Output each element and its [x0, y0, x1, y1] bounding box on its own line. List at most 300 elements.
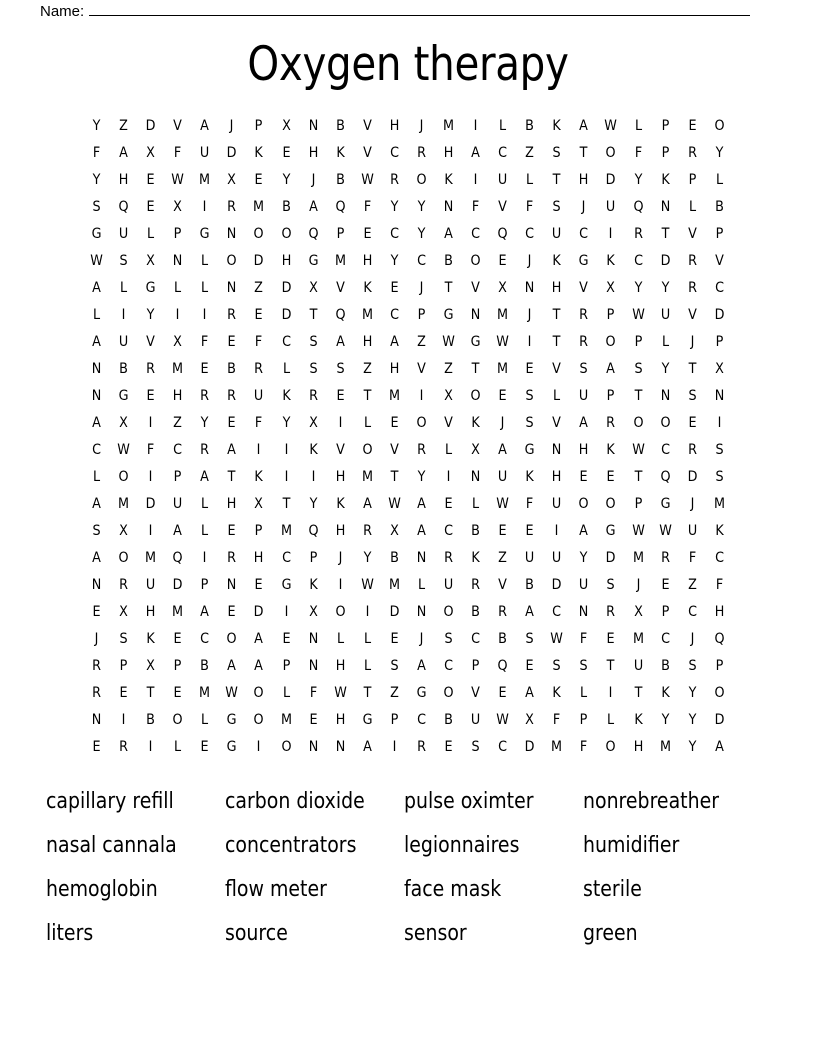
- grid-letter[interactable]: M: [497, 361, 509, 377]
- grid-letter[interactable]: R: [119, 739, 129, 755]
- grid-letter[interactable]: R: [227, 550, 237, 566]
- grid-letter[interactable]: D: [145, 496, 156, 512]
- grid-letter[interactable]: V: [471, 685, 480, 701]
- grid-letter[interactable]: Y: [282, 415, 290, 431]
- grid-letter[interactable]: Q: [308, 523, 319, 539]
- grid-letter[interactable]: M: [659, 739, 671, 755]
- grid-letter[interactable]: U: [498, 469, 508, 485]
- grid-letter[interactable]: M: [280, 712, 292, 728]
- grid-letter[interactable]: X: [714, 361, 724, 377]
- grid-letter[interactable]: S: [390, 658, 399, 674]
- grid-letter[interactable]: B: [714, 199, 724, 215]
- grid-letter[interactable]: I: [148, 739, 153, 755]
- grid-letter[interactable]: E: [661, 577, 670, 593]
- grid-letter[interactable]: L: [147, 226, 155, 242]
- grid-letter[interactable]: T: [634, 388, 642, 404]
- grid-letter[interactable]: R: [633, 226, 643, 242]
- grid-letter[interactable]: K: [308, 442, 318, 458]
- grid-letter[interactable]: E: [119, 685, 128, 701]
- grid-letter[interactable]: Q: [335, 199, 346, 215]
- grid-letter[interactable]: M: [280, 523, 292, 539]
- grid-letter[interactable]: N: [579, 604, 589, 620]
- grid-letter[interactable]: T: [228, 469, 236, 485]
- grid-letter[interactable]: E: [227, 334, 236, 350]
- grid-letter[interactable]: U: [552, 226, 562, 242]
- grid-letter[interactable]: P: [607, 388, 615, 404]
- grid-letter[interactable]: P: [282, 658, 290, 674]
- grid-letter[interactable]: K: [660, 172, 670, 188]
- grid-letter[interactable]: S: [309, 361, 318, 377]
- grid-letter[interactable]: X: [119, 523, 128, 539]
- grid-letter[interactable]: O: [578, 496, 589, 512]
- grid-letter[interactable]: M: [118, 496, 130, 512]
- grid-letter[interactable]: P: [255, 523, 263, 539]
- grid-letter[interactable]: N: [416, 550, 427, 566]
- grid-letter[interactable]: P: [715, 658, 724, 674]
- grid-letter[interactable]: O: [633, 415, 644, 431]
- grid-letter[interactable]: G: [145, 280, 156, 296]
- grid-letter[interactable]: Y: [146, 307, 155, 323]
- grid-letter[interactable]: C: [552, 604, 562, 620]
- grid-letter[interactable]: Z: [417, 334, 426, 350]
- grid-letter[interactable]: W: [631, 523, 645, 539]
- word-list-item[interactable]: sterile: [583, 877, 642, 902]
- grid-letter[interactable]: P: [661, 604, 670, 620]
- grid-letter[interactable]: P: [255, 118, 263, 134]
- grid-letter[interactable]: I: [148, 469, 153, 485]
- grid-letter[interactable]: K: [633, 712, 643, 728]
- grid-letter[interactable]: U: [579, 388, 589, 404]
- grid-letter[interactable]: L: [417, 577, 426, 593]
- word-list-item[interactable]: source: [225, 921, 288, 946]
- grid-letter[interactable]: L: [363, 658, 371, 674]
- grid-letter[interactable]: W: [496, 496, 510, 512]
- grid-letter[interactable]: L: [688, 199, 696, 215]
- grid-letter[interactable]: B: [227, 361, 237, 377]
- grid-letter[interactable]: H: [552, 280, 562, 296]
- grid-letter[interactable]: X: [498, 280, 508, 296]
- grid-letter[interactable]: K: [254, 469, 264, 485]
- grid-letter[interactable]: O: [443, 604, 454, 620]
- grid-letter[interactable]: D: [254, 604, 264, 620]
- grid-letter[interactable]: K: [146, 631, 155, 647]
- grid-letter[interactable]: M: [361, 469, 373, 485]
- grid-letter[interactable]: H: [552, 469, 562, 485]
- grid-letter[interactable]: V: [498, 577, 508, 593]
- grid-letter[interactable]: E: [606, 631, 616, 647]
- grid-letter[interactable]: D: [714, 307, 725, 323]
- grid-letter[interactable]: C: [633, 253, 643, 269]
- grid-letter[interactable]: R: [227, 388, 237, 404]
- grid-letter[interactable]: H: [579, 172, 589, 188]
- grid-letter[interactable]: N: [443, 199, 454, 215]
- grid-letter[interactable]: S: [552, 145, 561, 161]
- grid-letter[interactable]: A: [417, 658, 426, 674]
- grid-letter[interactable]: D: [714, 712, 725, 728]
- grid-letter[interactable]: I: [717, 415, 722, 431]
- grid-letter[interactable]: C: [579, 226, 589, 242]
- grid-letter[interactable]: T: [634, 469, 642, 485]
- grid-letter[interactable]: K: [336, 145, 345, 161]
- grid-letter[interactable]: S: [715, 442, 724, 458]
- grid-letter[interactable]: R: [579, 334, 589, 350]
- grid-letter[interactable]: H: [362, 334, 373, 350]
- grid-letter[interactable]: U: [118, 334, 129, 350]
- grid-letter[interactable]: B: [525, 577, 535, 593]
- grid-letter[interactable]: L: [174, 739, 182, 755]
- word-list-item[interactable]: carbon dioxide: [225, 789, 365, 814]
- grid-letter[interactable]: S: [552, 199, 561, 215]
- grid-letter[interactable]: I: [284, 442, 288, 458]
- grid-letter[interactable]: N: [335, 739, 346, 755]
- grid-letter[interactable]: O: [443, 685, 454, 701]
- grid-letter[interactable]: N: [308, 118, 318, 134]
- grid-letter[interactable]: T: [634, 685, 642, 701]
- grid-letter[interactable]: O: [253, 712, 265, 728]
- grid-letter[interactable]: A: [362, 739, 372, 755]
- grid-letter[interactable]: F: [201, 334, 209, 350]
- grid-letter[interactable]: Q: [335, 307, 346, 323]
- grid-letter[interactable]: E: [92, 739, 101, 755]
- grid-letter[interactable]: C: [389, 226, 399, 242]
- grid-letter[interactable]: V: [335, 442, 345, 458]
- grid-letter[interactable]: I: [284, 604, 288, 620]
- grid-letter[interactable]: K: [336, 496, 345, 512]
- grid-letter[interactable]: Y: [417, 226, 426, 242]
- grid-letter[interactable]: R: [227, 307, 237, 323]
- grid-letter[interactable]: T: [146, 685, 155, 701]
- grid-letter[interactable]: Z: [390, 685, 399, 701]
- grid-letter[interactable]: J: [690, 631, 695, 647]
- grid-letter[interactable]: P: [417, 307, 426, 323]
- grid-letter[interactable]: A: [390, 334, 399, 350]
- grid-letter[interactable]: A: [92, 496, 101, 512]
- grid-letter[interactable]: I: [202, 307, 207, 323]
- grid-letter[interactable]: O: [605, 496, 617, 512]
- grid-letter[interactable]: Y: [390, 253, 399, 269]
- grid-letter[interactable]: Y: [92, 172, 101, 188]
- grid-letter[interactable]: N: [525, 280, 535, 296]
- grid-letter[interactable]: O: [226, 253, 237, 269]
- grid-letter[interactable]: C: [471, 226, 481, 242]
- grid-letter[interactable]: M: [632, 550, 644, 566]
- grid-letter[interactable]: C: [525, 226, 535, 242]
- grid-letter[interactable]: S: [471, 739, 480, 755]
- grid-letter[interactable]: L: [715, 172, 723, 188]
- grid-letter[interactable]: I: [311, 469, 316, 485]
- grid-letter[interactable]: G: [308, 253, 319, 269]
- grid-letter[interactable]: I: [148, 523, 153, 539]
- grid-letter[interactable]: X: [308, 604, 318, 620]
- grid-letter[interactable]: L: [634, 118, 642, 134]
- word-list-item[interactable]: capillary refill: [46, 789, 174, 814]
- grid-letter[interactable]: E: [146, 388, 155, 404]
- grid-letter[interactable]: G: [470, 334, 481, 350]
- grid-letter[interactable]: Y: [661, 280, 670, 296]
- grid-letter[interactable]: W: [496, 712, 510, 728]
- grid-letter[interactable]: B: [146, 712, 156, 728]
- grid-letter[interactable]: F: [553, 712, 561, 728]
- grid-letter[interactable]: H: [579, 442, 589, 458]
- grid-letter[interactable]: J: [419, 118, 424, 134]
- grid-letter[interactable]: O: [416, 172, 427, 188]
- grid-letter[interactable]: V: [471, 280, 480, 296]
- grid-letter[interactable]: W: [550, 631, 564, 647]
- grid-letter[interactable]: R: [92, 685, 101, 701]
- grid-letter[interactable]: W: [171, 172, 185, 188]
- grid-letter[interactable]: E: [173, 631, 182, 647]
- grid-letter[interactable]: G: [578, 253, 589, 269]
- grid-letter[interactable]: P: [173, 226, 182, 242]
- grid-letter[interactable]: W: [631, 442, 645, 458]
- grid-letter[interactable]: P: [634, 334, 642, 350]
- grid-letter[interactable]: A: [714, 739, 724, 755]
- grid-letter[interactable]: H: [335, 658, 346, 674]
- grid-letter[interactable]: L: [363, 415, 371, 431]
- grid-letter[interactable]: S: [309, 334, 318, 350]
- grid-letter[interactable]: N: [470, 469, 481, 485]
- grid-letter[interactable]: I: [392, 739, 397, 755]
- grid-letter[interactable]: S: [444, 631, 453, 647]
- grid-letter[interactable]: W: [117, 442, 130, 458]
- grid-letter[interactable]: V: [146, 334, 156, 350]
- grid-letter[interactable]: U: [443, 577, 454, 593]
- grid-letter[interactable]: I: [554, 523, 559, 539]
- grid-letter[interactable]: Y: [661, 361, 670, 377]
- grid-letter[interactable]: F: [309, 685, 317, 701]
- grid-letter[interactable]: O: [660, 415, 671, 431]
- grid-letter[interactable]: Q: [497, 226, 508, 242]
- grid-letter[interactable]: L: [282, 685, 290, 701]
- grid-letter[interactable]: V: [552, 415, 562, 431]
- grid-letter[interactable]: C: [389, 145, 399, 161]
- grid-letter[interactable]: M: [497, 307, 509, 323]
- grid-letter[interactable]: I: [257, 442, 261, 458]
- grid-letter[interactable]: F: [147, 442, 155, 458]
- grid-letter[interactable]: I: [148, 415, 153, 431]
- grid-letter[interactable]: F: [255, 334, 263, 350]
- grid-letter[interactable]: O: [253, 685, 265, 701]
- grid-letter[interactable]: B: [281, 199, 291, 215]
- grid-letter[interactable]: G: [660, 496, 671, 512]
- grid-letter[interactable]: A: [498, 442, 508, 458]
- grid-letter[interactable]: A: [227, 442, 237, 458]
- grid-letter[interactable]: V: [714, 253, 724, 269]
- grid-letter[interactable]: T: [363, 388, 372, 404]
- grid-letter[interactable]: R: [417, 145, 426, 161]
- grid-letter[interactable]: A: [606, 361, 616, 377]
- grid-letter[interactable]: H: [145, 604, 156, 620]
- grid-letter[interactable]: S: [119, 631, 128, 647]
- grid-letter[interactable]: B: [444, 712, 453, 728]
- grid-letter[interactable]: S: [525, 388, 534, 404]
- grid-letter[interactable]: C: [471, 631, 481, 647]
- grid-letter[interactable]: C: [281, 550, 291, 566]
- word-list-item[interactable]: sensor: [404, 921, 467, 946]
- grid-letter[interactable]: P: [661, 145, 670, 161]
- grid-letter[interactable]: R: [579, 307, 589, 323]
- grid-letter[interactable]: M: [334, 253, 346, 269]
- grid-letter[interactable]: K: [660, 685, 670, 701]
- grid-letter[interactable]: N: [416, 604, 427, 620]
- grid-letter[interactable]: W: [496, 334, 510, 350]
- grid-letter[interactable]: P: [661, 118, 670, 134]
- grid-letter[interactable]: R: [146, 361, 156, 377]
- grid-letter[interactable]: T: [688, 361, 697, 377]
- grid-letter[interactable]: N: [227, 577, 237, 593]
- grid-letter[interactable]: D: [524, 739, 535, 755]
- grid-letter[interactable]: V: [687, 307, 697, 323]
- grid-letter[interactable]: K: [525, 469, 534, 485]
- grid-letter[interactable]: E: [146, 172, 155, 188]
- grid-letter[interactable]: I: [446, 469, 451, 485]
- grid-letter[interactable]: X: [119, 604, 128, 620]
- grid-letter[interactable]: O: [118, 550, 129, 566]
- grid-letter[interactable]: P: [471, 658, 480, 674]
- grid-letter[interactable]: R: [254, 361, 264, 377]
- grid-letter[interactable]: R: [389, 172, 399, 188]
- grid-letter[interactable]: E: [390, 415, 399, 431]
- grid-letter[interactable]: I: [202, 550, 207, 566]
- grid-letter[interactable]: B: [390, 550, 399, 566]
- grid-letter[interactable]: Y: [634, 172, 642, 188]
- grid-letter[interactable]: A: [200, 604, 210, 620]
- grid-letter[interactable]: B: [471, 523, 481, 539]
- grid-letter[interactable]: W: [361, 172, 374, 188]
- grid-letter[interactable]: V: [444, 415, 453, 431]
- grid-letter[interactable]: T: [580, 145, 588, 161]
- grid-letter[interactable]: P: [715, 226, 724, 242]
- grid-letter[interactable]: N: [308, 631, 318, 647]
- grid-letter[interactable]: A: [579, 415, 589, 431]
- grid-letter[interactable]: L: [580, 685, 588, 701]
- grid-letter[interactable]: R: [227, 199, 237, 215]
- grid-letter[interactable]: I: [284, 469, 288, 485]
- grid-letter[interactable]: E: [227, 523, 236, 539]
- grid-letter[interactable]: Z: [254, 280, 264, 296]
- grid-letter[interactable]: T: [390, 469, 399, 485]
- grid-letter[interactable]: Y: [661, 712, 670, 728]
- grid-letter[interactable]: N: [552, 442, 562, 458]
- grid-letter[interactable]: F: [634, 145, 642, 161]
- grid-letter[interactable]: P: [200, 577, 209, 593]
- grid-letter[interactable]: I: [338, 415, 343, 431]
- grid-letter[interactable]: Y: [688, 685, 697, 701]
- grid-letter[interactable]: A: [579, 118, 589, 134]
- grid-letter[interactable]: Y: [634, 280, 642, 296]
- grid-letter[interactable]: J: [500, 415, 505, 431]
- grid-letter[interactable]: B: [471, 604, 481, 620]
- grid-letter[interactable]: O: [362, 442, 373, 458]
- grid-letter[interactable]: P: [607, 307, 615, 323]
- grid-letter[interactable]: G: [524, 442, 535, 458]
- grid-letter[interactable]: M: [172, 604, 184, 620]
- grid-letter[interactable]: H: [281, 253, 291, 269]
- grid-letter[interactable]: O: [335, 604, 346, 620]
- grid-letter[interactable]: T: [282, 496, 290, 512]
- grid-letter[interactable]: E: [254, 172, 264, 188]
- grid-letter[interactable]: J: [419, 631, 424, 647]
- grid-letter[interactable]: J: [419, 280, 424, 296]
- grid-letter[interactable]: P: [688, 172, 697, 188]
- grid-letter[interactable]: N: [172, 253, 183, 269]
- grid-letter[interactable]: H: [308, 145, 318, 161]
- grid-letter[interactable]: S: [634, 361, 643, 377]
- grid-letter[interactable]: V: [173, 118, 183, 134]
- grid-letter[interactable]: L: [607, 712, 615, 728]
- grid-letter[interactable]: H: [335, 523, 346, 539]
- grid-letter[interactable]: U: [200, 145, 210, 161]
- grid-letter[interactable]: T: [309, 307, 318, 323]
- grid-letter[interactable]: A: [92, 415, 101, 431]
- grid-letter[interactable]: H: [227, 496, 237, 512]
- grid-letter[interactable]: A: [119, 145, 128, 161]
- grid-letter[interactable]: J: [690, 334, 695, 350]
- grid-letter[interactable]: P: [715, 334, 724, 350]
- grid-letter[interactable]: E: [146, 199, 155, 215]
- grid-letter[interactable]: X: [444, 388, 453, 404]
- grid-letter[interactable]: E: [227, 415, 236, 431]
- grid-letter[interactable]: I: [257, 739, 261, 755]
- grid-letter[interactable]: C: [281, 334, 291, 350]
- word-list-item[interactable]: hemoglobin: [46, 877, 158, 902]
- grid-letter[interactable]: E: [336, 388, 345, 404]
- grid-letter[interactable]: L: [201, 253, 209, 269]
- grid-letter[interactable]: F: [174, 145, 182, 161]
- grid-letter[interactable]: A: [92, 334, 101, 350]
- grid-letter[interactable]: Z: [525, 145, 535, 161]
- grid-letter[interactable]: M: [145, 550, 157, 566]
- grid-letter[interactable]: N: [308, 658, 318, 674]
- grid-letter[interactable]: E: [498, 685, 507, 701]
- grid-letter[interactable]: D: [389, 604, 400, 620]
- grid-letter[interactable]: R: [444, 550, 453, 566]
- grid-letter[interactable]: B: [335, 118, 345, 134]
- grid-letter[interactable]: J: [338, 550, 343, 566]
- grid-letter[interactable]: P: [634, 496, 642, 512]
- grid-letter[interactable]: D: [145, 118, 156, 134]
- grid-letter[interactable]: S: [525, 631, 534, 647]
- grid-letter[interactable]: H: [714, 604, 725, 620]
- grid-letter[interactable]: L: [201, 280, 209, 296]
- grid-letter[interactable]: O: [253, 226, 265, 242]
- grid-letter[interactable]: A: [92, 280, 101, 296]
- grid-letter[interactable]: R: [362, 523, 372, 539]
- grid-letter[interactable]: C: [498, 145, 508, 161]
- grid-letter[interactable]: O: [416, 415, 427, 431]
- grid-letter[interactable]: U: [173, 496, 183, 512]
- grid-letter[interactable]: D: [227, 145, 237, 161]
- grid-letter[interactable]: A: [173, 523, 183, 539]
- grid-letter[interactable]: I: [175, 307, 180, 323]
- grid-letter[interactable]: D: [281, 280, 292, 296]
- grid-letter[interactable]: Z: [687, 577, 697, 593]
- grid-letter[interactable]: K: [254, 145, 264, 161]
- grid-letter[interactable]: E: [525, 658, 534, 674]
- grid-letter[interactable]: Y: [200, 415, 209, 431]
- grid-letter[interactable]: J: [94, 631, 99, 647]
- grid-letter[interactable]: A: [444, 226, 453, 242]
- grid-letter[interactable]: D: [172, 577, 183, 593]
- grid-letter[interactable]: T: [444, 280, 453, 296]
- grid-letter[interactable]: C: [660, 631, 670, 647]
- grid-letter[interactable]: Y: [580, 550, 588, 566]
- word-list-item[interactable]: nonrebreather: [583, 789, 720, 814]
- grid-letter[interactable]: L: [201, 712, 209, 728]
- grid-letter[interactable]: S: [336, 361, 345, 377]
- grid-letter[interactable]: B: [660, 658, 670, 674]
- grid-letter[interactable]: M: [443, 118, 455, 134]
